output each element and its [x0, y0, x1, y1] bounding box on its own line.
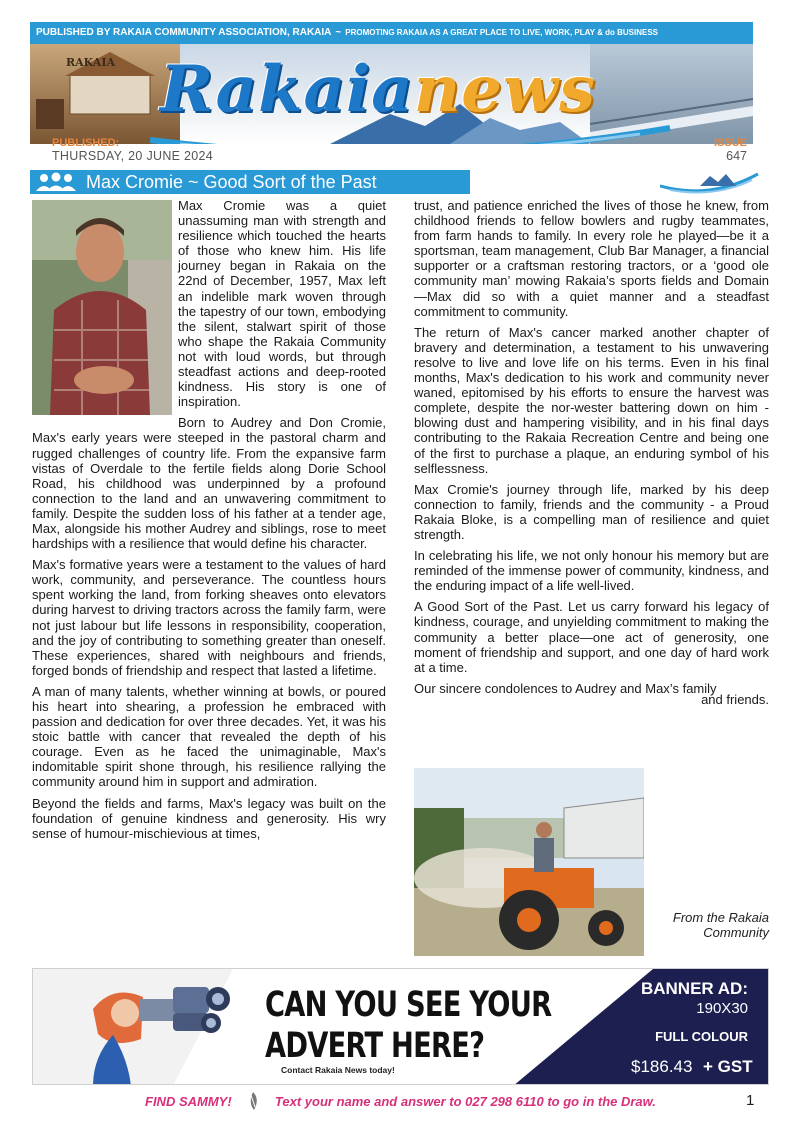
masthead: [30, 44, 753, 144]
article-paragraph: The return of Max's cancer marked another chapter of bravery and determination, a testament to his unwavering resolve to live and love life on his terms. Even in his final months, Max's dedication to his work and community never waned, epitomised by his efforts to ensure the harvest was complete, despite the nor-wester battering down on him - blowing dust and hampering visibility, and in his final days contributing to the Rakaia Recreation Centre and being one of the first to purchase a plaque, an enduring symbol of his selflessness.: [414, 324, 769, 476]
masthead-logo-rakaia: Rakaia: [160, 52, 414, 127]
issue-number: 647: [726, 149, 747, 163]
issue-label: ISSUE: [713, 137, 747, 149]
footer-competition: [145, 1091, 656, 1114]
photo-credit: From the Rakaia Community: [672, 910, 769, 940]
published-label: PUBLISHED:: [52, 137, 120, 149]
published-info: [52, 137, 213, 163]
banner-ad-label: BANNER AD:: [640, 979, 748, 998]
banner-headline: [265, 985, 551, 1067]
footer-instructions: Text your name and answer to 027 298 6110 to go in the Draw.: [274, 1093, 656, 1109]
tractor-photo: [414, 768, 644, 956]
banner-headline-line-1: CAN YOU SEE YOUR: [265, 985, 552, 1025]
article-title: Max Cromie ~ Good Sort of the Past: [86, 172, 377, 192]
article-paragraph: trust, and patience enriched the lives of those he knew, from childhood friends to fellow bowlers and rugby teammates, from farm hands to family. In every role he played—be it a sportsman, team management, Club Bar Manager, a financial supporter or a craftsman restoring tractors, or a ‘good ole community man’ mowing Rakaia’s sports fields and Domain—Max did so with a quiet manner and a steadfast commitment to community.: [414, 198, 769, 319]
banner-headline-line-2: ADVERT HERE?: [265, 1026, 485, 1066]
article-paragraph: A Good Sort of the Past. Let us carry forward his legacy of kindness, courage, and unyielding commitment to making the community a better place—one act of generosity, one moment of friendship and support, and one day of hard work at a time.: [414, 599, 769, 675]
article-paragraph: In celebrating his life, we not only honour his memory but are reminded of the immense power of community, kindness, and the enduring impact of a life well-lived.: [414, 548, 769, 594]
condolence-line-2: and friends.: [701, 691, 769, 707]
article-column-2: [414, 198, 769, 713]
publisher-bar: [30, 22, 753, 44]
page-number: 1: [746, 1092, 755, 1109]
footer-find: FIND SAMMY!: [145, 1093, 232, 1109]
banner-contact: Contact Rakaia News today!: [281, 1065, 395, 1075]
article-paragraph: Max Cromie was a quiet unassuming man with strength and resilience which touched the hearts of those who knew him. His life journey began in Rakaia on the 22nd of December, 1957, Max left an indelible mark woven through the tapestry of our town, embodying the silent, stalwart spirit of those who shape the Rakaia Community not with loud words, but through steadfast actions and deep-rooted kindness. His story is one of inspiration.: [178, 198, 386, 410]
masthead-logo: [160, 52, 596, 127]
published-date: THURSDAY, 20 JUNE 2024: [52, 149, 214, 163]
article-paragraph: A man of many talents, whether winning at bowls, or poured his heart into shearing, a profession he embraced with passion and dedication for over three decades. Yet, it was his stoic battle with cancer that revealed the depth of his courage. Even as he faced the unimaginable, Max's indomitable spirit shone through, his resilience rallying the community around him in support and admiration.: [32, 683, 386, 790]
publisher-text: PUBLISHED BY RAKAIA COMMUNITY ASSOCIATION, RAKAIA: [36, 27, 332, 38]
masthead-small-label: RAKAIA: [66, 56, 116, 69]
article-paragraph: Max's formative years were a testament to the values of hard work, community, and perseverance. The countless hours spent working the land, from forking sheaves onto elevators during harvest to driving tractors across the family farm, were not just labour but life lessons in responsibility, cooperation, and the joy of contributing to something greater than oneself. These experiences, shared with neighbours and friends, forged bonds of friendship and respect that lasted a lifetime.: [32, 557, 386, 678]
banner-ad[interactable]: [32, 968, 769, 1085]
article-title-bar: [30, 170, 470, 194]
swoosh-icon: [660, 166, 760, 196]
fish-icon: [245, 1091, 261, 1114]
issue-info: [714, 137, 747, 163]
article-column-1: [32, 198, 386, 847]
publisher-separator: ~: [335, 27, 342, 38]
people-icon: [34, 172, 78, 198]
portrait-photo: [32, 200, 172, 415]
publisher-tagline: PROMOTING RAKAIA AS A GREAT PLACE TO LIVE, WORK, PLAY & do BUSINESS: [345, 28, 658, 37]
banner-price: $186.43: [631, 1057, 693, 1076]
article-paragraph: Born to Audrey and Don Cromie, Max's early years were steeped in the pastoral charm and rugged challenges of country life. From the expansive farm vistas of Overdale to the fertile fields along Dorie School Road, his childhood was underpinned by a profound connection to the land and an unwavering commitment to family. Despite the sudden loss of his father at a tender age, Max, alongside his mother Audrey and siblings, rose to meet hardships with a resilience that would define his character.: [32, 415, 386, 552]
article-paragraph: Max Cromie's journey through life, marked by his deep connection to family, friends and the community - a Proud Rakaia Bloke, is a compelling man of resilience and quiet strength.: [414, 481, 769, 542]
banner-ad-colour: FULL COLOUR: [655, 1029, 748, 1044]
banner-gst: + GST: [703, 1057, 753, 1076]
article-paragraph: Beyond the fields and farms, Max's legacy was built on the foundation of genuine kindness and generosity. His wry sense of humour-mischievious at times,: [32, 795, 386, 841]
condolence-line-1: Our sincere condolences to Audrey and Max’s family: [414, 680, 717, 696]
binoculars-icon: [53, 969, 253, 1085]
masthead-logo-news: news: [413, 52, 597, 127]
banner-ad-size: 190X30: [696, 1000, 748, 1017]
